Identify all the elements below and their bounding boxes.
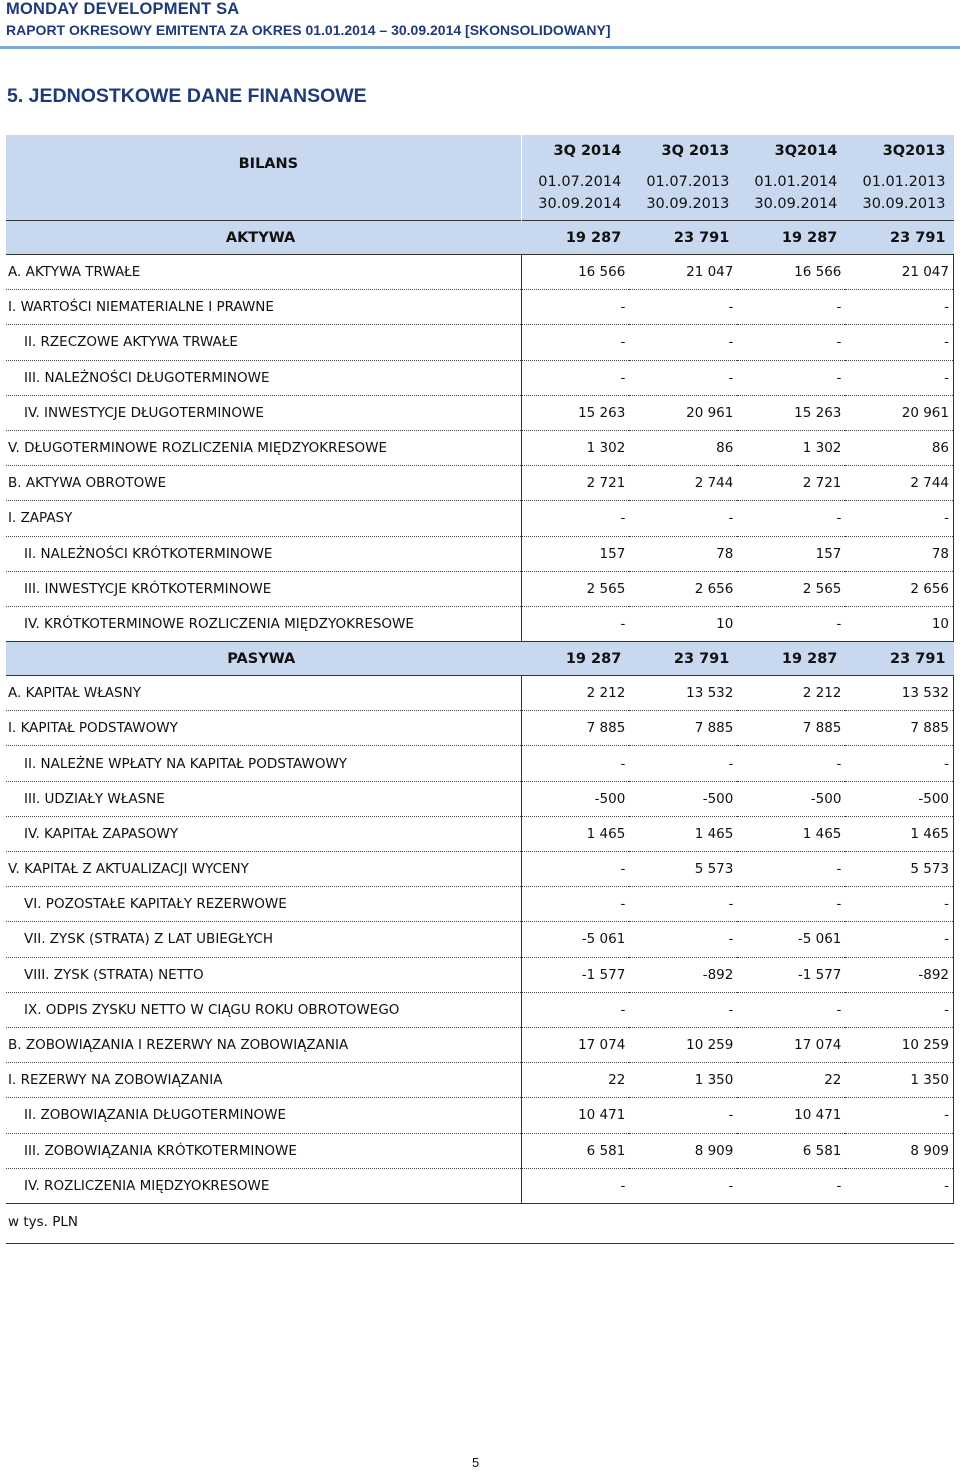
row-label: II. NALEŻNOŚCI KRÓTKOTERMINOWE	[6, 536, 521, 571]
table-row	[6, 1098, 954, 1133]
table-row	[6, 325, 954, 360]
row-value: -	[845, 325, 953, 360]
row-value: 1 465	[845, 816, 953, 851]
table-row	[6, 887, 954, 922]
row-value: -	[521, 325, 629, 360]
row-label: III. NALEŻNOŚCI DŁUGOTERMINOWE	[6, 360, 521, 395]
table-row	[6, 1027, 954, 1062]
column-period	[737, 166, 845, 221]
pasywa-label: PASYWA	[6, 642, 521, 676]
row-value: -	[629, 360, 737, 395]
row-value: -	[737, 746, 845, 781]
row-value: -500	[737, 781, 845, 816]
row-value: 2 565	[737, 571, 845, 606]
row-value: 6 581	[521, 1133, 629, 1168]
table-row	[6, 536, 954, 571]
row-value: 1 350	[629, 1063, 737, 1098]
row-label: III. ZOBOWIĄZANIA KRÓTKOTERMINOWE	[6, 1133, 521, 1168]
row-value: 78	[629, 536, 737, 571]
row-value: 21 047	[845, 255, 953, 290]
row-value: 15 263	[521, 395, 629, 430]
row-value: 17 074	[737, 1027, 845, 1062]
row-value: 7 885	[521, 711, 629, 746]
row-value: -500	[629, 781, 737, 816]
row-value: -	[845, 992, 953, 1027]
row-value: 10 471	[737, 1098, 845, 1133]
row-value: -	[521, 992, 629, 1027]
row-value: -	[629, 746, 737, 781]
row-value: -	[737, 360, 845, 395]
table-row	[6, 781, 954, 816]
row-value: 86	[629, 430, 737, 465]
table-row	[6, 290, 954, 325]
row-value: -	[521, 746, 629, 781]
table-row	[6, 1133, 954, 1168]
row-value: -	[845, 290, 953, 325]
page-number: 5	[472, 1455, 480, 1470]
row-value: -	[845, 746, 953, 781]
pasywa-total-value: 19 287	[521, 642, 629, 676]
row-value: 7 885	[737, 711, 845, 746]
table-row	[6, 711, 954, 746]
row-label: VIII. ZYSK (STRATA) NETTO	[6, 957, 521, 992]
row-label: II. RZECZOWE AKTYWA TRWAŁE	[6, 325, 521, 360]
row-value: -	[521, 606, 629, 641]
row-label: IV. ROZLICZENIA MIĘDZYOKRESOWE	[6, 1168, 521, 1203]
row-value: 16 566	[521, 255, 629, 290]
row-value: 7 885	[629, 711, 737, 746]
column-label: 3Q2014	[774, 142, 838, 159]
column-period	[845, 166, 953, 221]
row-value: -892	[845, 957, 953, 992]
period-from: 01.07.2013	[646, 174, 730, 190]
row-value: 13 532	[845, 676, 953, 711]
row-value: -500	[845, 781, 953, 816]
row-value: -1 577	[521, 957, 629, 992]
row-value: -	[629, 887, 737, 922]
row-value: 2 565	[521, 571, 629, 606]
pasywa-total-row	[6, 642, 954, 676]
period-from: 01.01.2014	[754, 174, 838, 190]
row-value: 10 471	[521, 1098, 629, 1133]
row-value: -	[629, 325, 737, 360]
row-value: 10 259	[845, 1027, 953, 1062]
row-value: -	[737, 887, 845, 922]
period-to: 30.09.2014	[754, 196, 838, 212]
row-label: II. NALEŻNE WPŁATY NA KAPITAŁ PODSTAWOWY	[6, 746, 521, 781]
aktywa-label: AKTYWA	[6, 221, 521, 255]
row-value: -	[845, 360, 953, 395]
row-value: 1 302	[737, 430, 845, 465]
table-row	[6, 501, 954, 536]
row-value: -	[737, 992, 845, 1027]
table-row	[6, 816, 954, 851]
row-value: 2 656	[629, 571, 737, 606]
row-value: -	[737, 501, 845, 536]
row-value: -	[737, 325, 845, 360]
row-value: -1 577	[737, 957, 845, 992]
table-row	[6, 676, 954, 711]
column-period	[629, 166, 737, 221]
row-value: 17 074	[521, 1027, 629, 1062]
row-value: -500	[521, 781, 629, 816]
column-label: 3Q2013	[882, 142, 946, 159]
row-value: 157	[737, 536, 845, 571]
table-row	[6, 430, 954, 465]
row-value: 5 573	[629, 852, 737, 887]
row-value: 20 961	[629, 395, 737, 430]
row-value: 78	[845, 536, 953, 571]
row-value: -	[629, 290, 737, 325]
company-name: MONDAY DEVELOPMENT SA	[6, 0, 240, 18]
column-period	[521, 166, 629, 221]
row-value: 2 744	[629, 466, 737, 501]
row-value: 16 566	[737, 255, 845, 290]
row-label: B. ZOBOWIĄZANIA I REZERWY NA ZOBOWIĄZANIA	[6, 1027, 521, 1062]
row-value: 5 573	[845, 852, 953, 887]
row-label: II. ZOBOWIĄZANIA DŁUGOTERMINOWE	[6, 1098, 521, 1133]
row-value: -	[737, 606, 845, 641]
table-row	[6, 922, 954, 957]
row-value: 2 212	[737, 676, 845, 711]
row-value: 6 581	[737, 1133, 845, 1168]
row-value: 21 047	[629, 255, 737, 290]
row-value: -	[521, 360, 629, 395]
row-value: -	[845, 887, 953, 922]
period-to: 30.09.2013	[862, 196, 946, 212]
row-value: 2 721	[521, 466, 629, 501]
row-value: -5 061	[737, 922, 845, 957]
aktywa-total-value: 23 791	[629, 221, 737, 255]
table-row	[6, 852, 954, 887]
row-value: 10	[845, 606, 953, 641]
row-label: I. REZERWY NA ZOBOWIĄZANIA	[6, 1063, 521, 1098]
period-to: 30.09.2013	[646, 196, 730, 212]
aktywa-total-value: 19 287	[737, 221, 845, 255]
column-label: 3Q 2013	[661, 142, 730, 159]
row-value: -	[521, 852, 629, 887]
row-label: I. ZAPASY	[6, 501, 521, 536]
row-value: 1 350	[845, 1063, 953, 1098]
row-label: VII. ZYSK (STRATA) Z LAT UBIEGŁYCH	[6, 922, 521, 957]
header-divider	[0, 46, 960, 49]
row-value: -	[845, 501, 953, 536]
table-row	[6, 360, 954, 395]
row-value: 1 465	[737, 816, 845, 851]
row-label: VI. POZOSTAŁE KAPITAŁY REZERWOWE	[6, 887, 521, 922]
row-value: 20 961	[845, 395, 953, 430]
row-value: 15 263	[737, 395, 845, 430]
row-value: -	[521, 501, 629, 536]
period-from: 01.07.2014	[538, 174, 622, 190]
row-value: -	[737, 290, 845, 325]
row-label: A. KAPITAŁ WŁASNY	[6, 676, 521, 711]
row-label: I. WARTOŚCI NIEMATERIALNE I PRAWNE	[6, 290, 521, 325]
row-value: -	[629, 992, 737, 1027]
aktywa-total-value: 19 287	[521, 221, 629, 255]
aktywa-total-value: 23 791	[845, 221, 953, 255]
row-value: -892	[629, 957, 737, 992]
row-value: 1 465	[629, 816, 737, 851]
pasywa-total-value: 19 287	[737, 642, 845, 676]
row-value: -	[845, 1098, 953, 1133]
table-title-text: BILANS	[238, 155, 299, 172]
row-value: -	[737, 1168, 845, 1203]
table-row	[6, 746, 954, 781]
row-value: -	[845, 922, 953, 957]
row-value: 1 465	[521, 816, 629, 851]
row-label: IV. KAPITAŁ ZAPASOWY	[6, 816, 521, 851]
balance-sheet-table	[6, 135, 954, 1204]
row-label: B. AKTYWA OBROTOWE	[6, 466, 521, 501]
row-label: III. INWESTYCJE KRÓTKOTERMINOWE	[6, 571, 521, 606]
row-label: V. KAPITAŁ Z AKTUALIZACJI WYCENY	[6, 852, 521, 887]
row-value: -	[737, 852, 845, 887]
row-value: -	[629, 922, 737, 957]
row-label: V. DŁUGOTERMINOWE ROZLICZENIA MIĘDZYOKRESOWE	[6, 430, 521, 465]
table-title	[6, 135, 521, 221]
period-to: 30.09.2014	[538, 196, 622, 212]
pasywa-total-value: 23 791	[845, 642, 953, 676]
row-value: 10	[629, 606, 737, 641]
row-value: -	[521, 1168, 629, 1203]
row-value: -	[629, 1168, 737, 1203]
table-row	[6, 957, 954, 992]
row-value: -	[521, 290, 629, 325]
row-label: I. KAPITAŁ PODSTAWOWY	[6, 711, 521, 746]
table-row	[6, 1063, 954, 1098]
row-value: 157	[521, 536, 629, 571]
row-value: 13 532	[629, 676, 737, 711]
row-value: -	[629, 1098, 737, 1133]
report-title: RAPORT OKRESOWY EMITENTA ZA OKRES 01.01.2014 – 30.09.2014 [SKONSOLIDOWANY]	[6, 22, 611, 38]
period-from: 01.01.2013	[862, 174, 946, 190]
aktywa-total-row	[6, 221, 954, 255]
pasywa-total-value: 23 791	[629, 642, 737, 676]
row-value: 2 212	[521, 676, 629, 711]
row-value: 22	[737, 1063, 845, 1098]
row-label: IV. KRÓTKOTERMINOWE ROZLICZENIA MIĘDZYOKRESOWE	[6, 606, 521, 641]
row-value: 86	[845, 430, 953, 465]
table-row	[6, 1168, 954, 1203]
column-label: 3Q 2014	[553, 142, 622, 159]
row-label: III. UDZIAŁY WŁASNE	[6, 781, 521, 816]
row-value: 22	[521, 1063, 629, 1098]
table-row	[6, 571, 954, 606]
row-label: IV. INWESTYCJE DŁUGOTERMINOWE	[6, 395, 521, 430]
table-row	[6, 992, 954, 1027]
footer-divider	[6, 1243, 954, 1244]
row-value: 7 885	[845, 711, 953, 746]
column-header-row	[6, 135, 954, 166]
row-value: -5 061	[521, 922, 629, 957]
table-row	[6, 395, 954, 430]
row-value: 10 259	[629, 1027, 737, 1062]
section-title: 5. JEDNOSTKOWE DANE FINANSOWE	[7, 85, 367, 107]
table-row	[6, 466, 954, 501]
row-value: 2 744	[845, 466, 953, 501]
row-value: 2 656	[845, 571, 953, 606]
row-value: 1 302	[521, 430, 629, 465]
unit-note: w tys. PLN	[8, 1214, 78, 1230]
table-row	[6, 255, 954, 290]
row-value: -	[845, 1168, 953, 1203]
table-row	[6, 606, 954, 641]
row-label: A. AKTYWA TRWAŁE	[6, 255, 521, 290]
row-value: 2 721	[737, 466, 845, 501]
row-value: -	[629, 501, 737, 536]
row-value: 8 909	[629, 1133, 737, 1168]
row-value: -	[521, 887, 629, 922]
row-value: 8 909	[845, 1133, 953, 1168]
row-label: IX. ODPIS ZYSKU NETTO W CIĄGU ROKU OBROTOWEGO	[6, 992, 521, 1027]
